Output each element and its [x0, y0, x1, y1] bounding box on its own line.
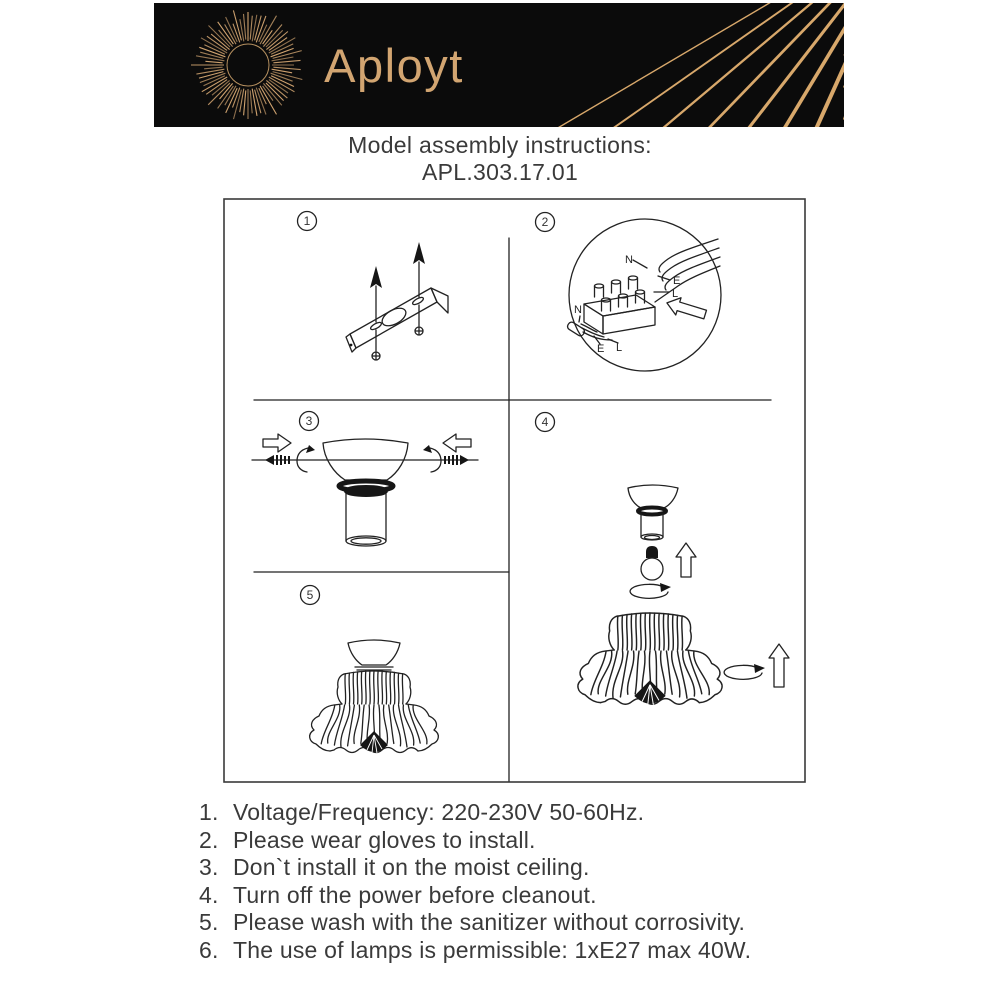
- assembly-diagram: [223, 198, 806, 783]
- instruction-item: [199, 882, 839, 910]
- instruction-number: 3.: [199, 854, 219, 881]
- step4-bulb-shade-assembly-drawing: [578, 485, 789, 705]
- side-screw-icon: [445, 455, 469, 465]
- instruction-item: [199, 799, 839, 827]
- side-screw-icon: [265, 455, 289, 465]
- outgoing-wires: [566, 304, 622, 355]
- wire-label-n: N: [574, 304, 582, 316]
- step1-mounting-bracket-drawing: [346, 242, 448, 360]
- rotate-arrow-icon: [423, 445, 441, 472]
- instruction-text: Please wash with the sanitizer without corrosivity.: [233, 909, 746, 936]
- svg-text:4: 4: [541, 415, 549, 429]
- instruction-number: 2.: [199, 826, 219, 853]
- step1-badge: [298, 212, 317, 231]
- wire-label-n: N: [625, 254, 633, 266]
- header-art: [154, 3, 844, 127]
- terminal-block: [584, 276, 655, 334]
- instruction-text: The use of lamps is permissible: 1xE27 max 40W.: [233, 936, 752, 963]
- instruction-number: 4.: [199, 881, 219, 908]
- pleated-shade: [578, 613, 722, 705]
- wire-label-e: E: [673, 275, 681, 287]
- light-bulb-icon: [641, 546, 663, 580]
- step5-final-lamp-drawing: [310, 640, 439, 753]
- instruction-text: Don`t install it on the moist ceiling.: [233, 854, 590, 881]
- svg-text:5: 5: [306, 588, 314, 602]
- instruction-number: 1.: [199, 799, 219, 825]
- up-arrow-icon: [370, 266, 382, 322]
- title-block: [0, 132, 1000, 186]
- svg-text:2: 2: [541, 215, 549, 229]
- instruction-item: [199, 854, 839, 882]
- rotate-arrow-icon: [724, 664, 765, 679]
- svg-text:1: 1: [303, 214, 311, 228]
- up-arrow-icon: [676, 543, 696, 577]
- instruction-number: 5.: [199, 909, 219, 936]
- pleated-shade: [310, 671, 439, 753]
- instructions-list: [199, 799, 839, 965]
- inward-arrow-icon: [263, 434, 291, 452]
- brand-wordmark: Aployt: [324, 39, 464, 92]
- instruction-text: Please wear gloves to install.: [233, 826, 536, 853]
- wire-label-l: L: [672, 288, 679, 300]
- up-arrow-icon: [413, 242, 425, 297]
- instruction-item: [199, 827, 839, 855]
- instruction-item: [199, 937, 839, 965]
- inward-arrow-icon: [443, 434, 471, 452]
- up-arrow-icon: [769, 644, 789, 687]
- step4-badge: [536, 413, 555, 432]
- step3-base-mounting-drawing: [252, 434, 478, 546]
- step-badges: [298, 212, 555, 605]
- rotate-arrow-icon: [297, 445, 315, 472]
- step5-badge: [301, 586, 320, 605]
- screw-icon: [415, 305, 423, 335]
- model-number: APL.303.17.01: [421, 159, 579, 185]
- instruction-number: 6.: [199, 936, 219, 963]
- rotate-arrow-icon: [630, 583, 671, 598]
- step2-wiring-drawing: [566, 219, 721, 371]
- instruction-text: Turn off the power before cleanout.: [233, 881, 597, 908]
- wire-label-l: L: [616, 342, 623, 354]
- page-title: Model assembly instructions:: [348, 132, 652, 158]
- wire-label-e: E: [597, 343, 605, 355]
- brand-header: [154, 3, 844, 127]
- step3-badge: [300, 412, 319, 431]
- diagram-frame: [224, 199, 805, 782]
- instruction-text: Voltage/Frequency: 220-230V 50-60Hz.: [233, 799, 645, 825]
- direction-arrow-icon: [664, 294, 708, 323]
- step2-badge: [536, 213, 555, 232]
- instruction-item: [199, 909, 839, 937]
- svg-text:3: 3: [305, 414, 313, 428]
